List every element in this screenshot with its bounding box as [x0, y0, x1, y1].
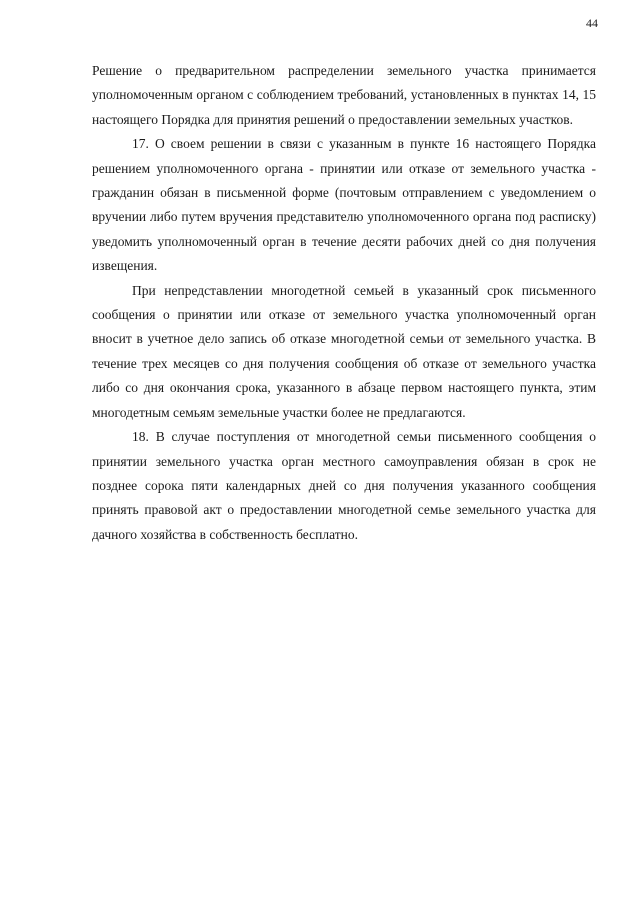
- paragraph-decision: Решение о предварительном распределении земельного участка принимается уполномоченным органом с соблюдением требований, установленных в пунктах 14, 15 настоящего Порядка для принятия решений о предоставлении земельных участков.: [92, 63, 596, 127]
- document-body: [92, 59, 596, 547]
- paragraph-17-nonsubmission: При непредставлении многодетной семьей в указанный срок письменного сообщения о принятии или отказе от земельного участка уполномоченный орган вносит в учетное дело запись об отказе многодетной семьи от земельного участка. В течение трех месяцев со дня получения сообщения об отказе от земельного участка либо со дня окончания срока, указанного в абзаце первом настоящего пункта, этим многодетным семьям земельные участки более не предлагаются.: [92, 282, 596, 420]
- paragraph-18: 18. В случае поступления от многодетной семьи письменного сообщения о принятии земельного участка орган местного самоуправления обязан в срок не позднее сорока пяти календарных дней со дня получения указанного сообщения принять правовой акт о предоставлении многодетной семье земельного участка для дачного хозяйства в собственность бесплатно.: [92, 429, 596, 542]
- paragraph-17: 17. О своем решении в связи с указанным в пункте 16 настоящего Порядка решением уполномоченного органа - принятии или отказе от земельного участка - гражданин обязан в письменной форме (почтовым отправлением с уведомлением о вручении либо путем вручения представителю уполномоченного органа под расписку) уведомить уполномоченный орган в течение десяти рабочих дней со дня получения извещения.: [92, 136, 596, 274]
- page-number: 44: [586, 16, 598, 30]
